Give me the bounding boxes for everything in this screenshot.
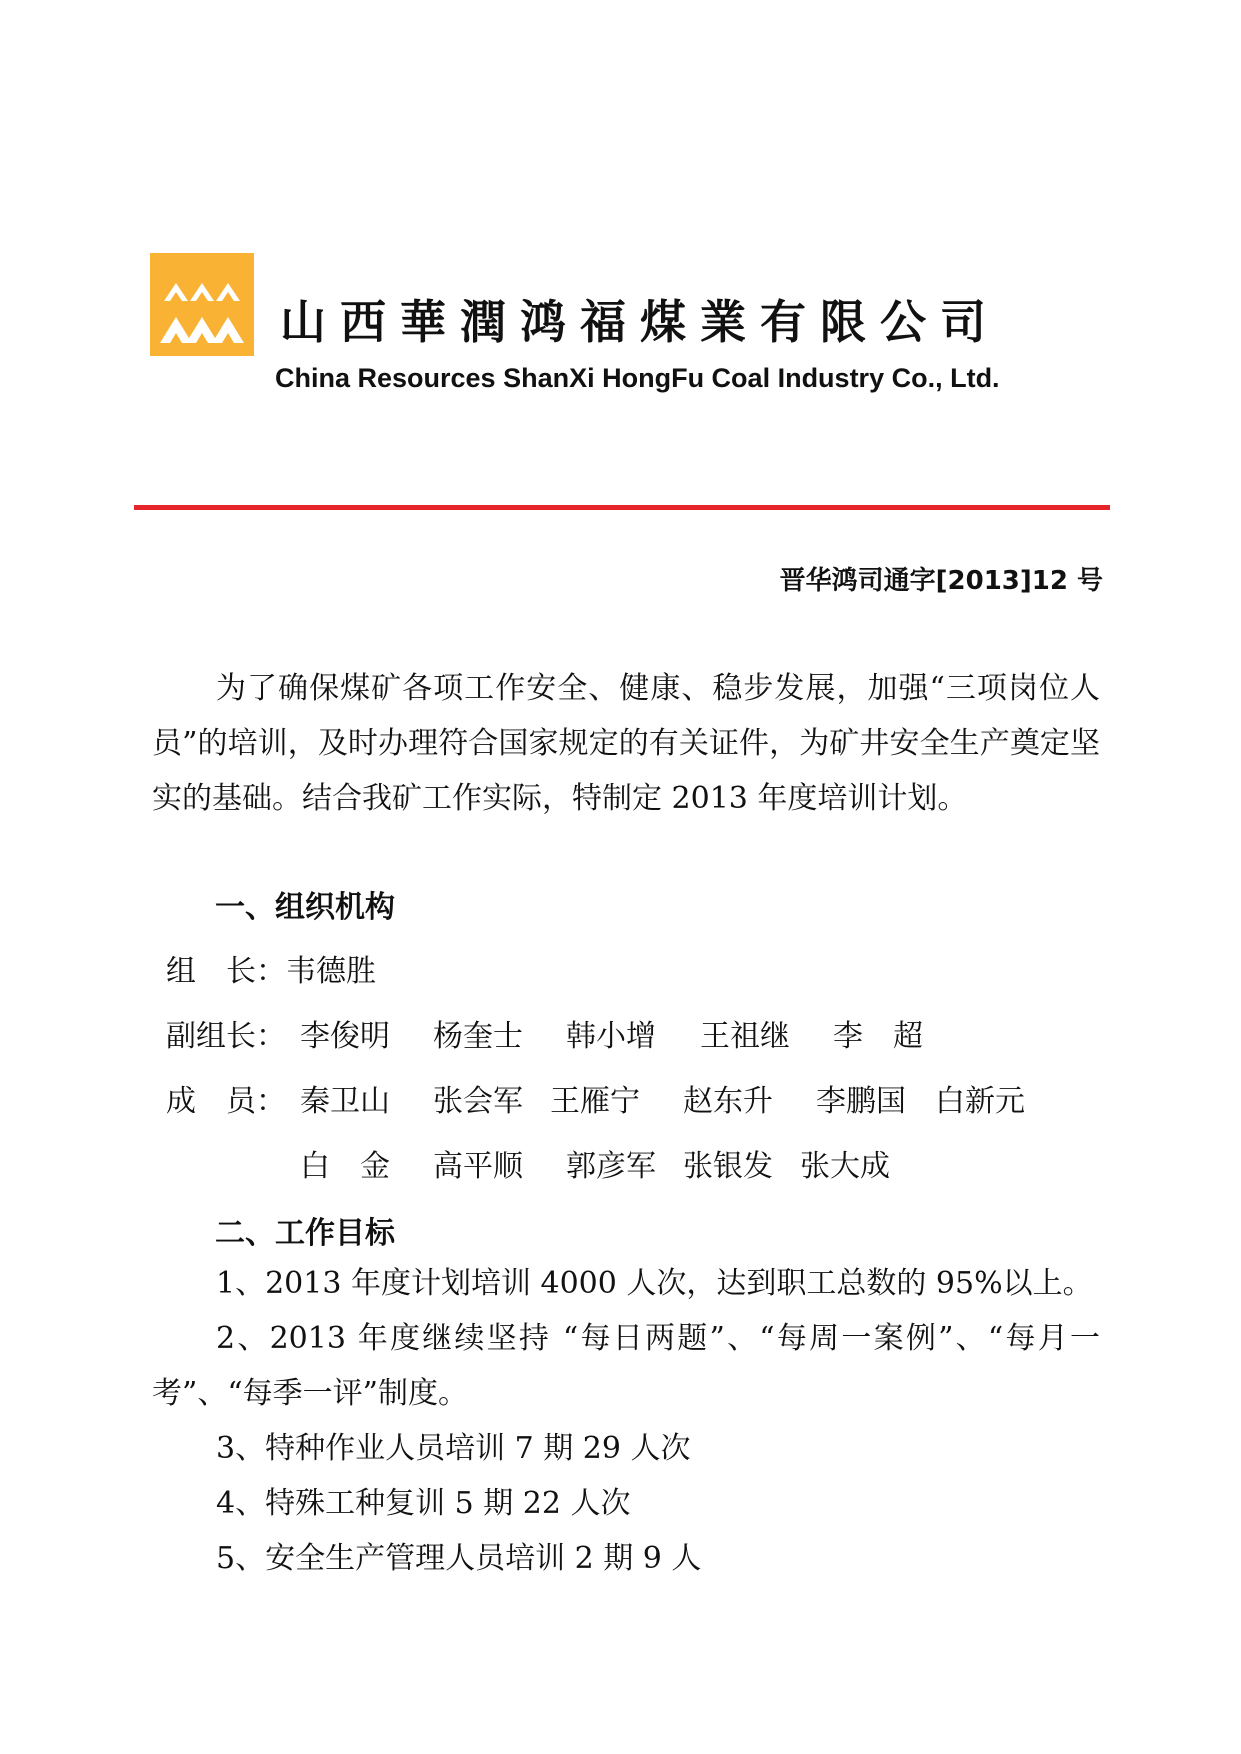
member-label: 成 员： [166, 1084, 286, 1119]
deputy-row [0, 1011, 1241, 1054]
goal-item: 3、特种作业人员培训 7 期 29 人次 [216, 1431, 691, 1466]
leader-label: 组 长： [166, 954, 286, 989]
member-name: 秦卫山 [300, 1084, 390, 1119]
intro-paragraph: 为了确保煤矿各项工作安全、健康、稳步发展，加强“三项岗位人员”的培训，及时办理符合国家规定的有关证件，为矿井安全生产奠定坚实的基础。结合我矿工作实际，特制定 2013 年度培训计划。 [152, 671, 1100, 816]
goal-item: 2、2013 年度继续坚持 “每日两题”、“每周一案例”、“每月一考”、“每季一评”制度。 [152, 1321, 1100, 1411]
deputy-name: 杨奎士 [433, 1019, 523, 1054]
deputy-label: 副组长： [166, 1019, 286, 1054]
deputy-name: 王祖继 [700, 1019, 790, 1054]
goal-item: 1、2013 年度计划培训 4000 人次，达到职工总数的 95%以上。 [216, 1266, 1093, 1301]
member-row-2 [0, 1141, 1241, 1184]
member-name: 张会军 [433, 1084, 523, 1119]
company-name-en: China Resources ShanXi HongFu Coal Industry Co., Ltd. [275, 363, 1000, 393]
member-name: 张银发 [683, 1149, 773, 1184]
section1-heading: 一、组织机构 [215, 890, 395, 925]
member-name: 郭彦军 [566, 1149, 656, 1184]
deputy-name: 李 超 [833, 1019, 923, 1054]
member-row-1 [0, 1076, 1241, 1119]
deputy-name: 韩小增 [566, 1019, 656, 1054]
document-number: 晋华鸿司通字[2013]12 号 [779, 566, 1103, 596]
member-name: 高平顺 [433, 1149, 523, 1184]
company-logo [150, 253, 254, 356]
intro-paragraph-block [152, 661, 1100, 826]
member-name: 白 金 [300, 1149, 390, 1184]
goals-list [152, 1256, 1100, 1586]
header-divider [134, 505, 1110, 510]
company-name-cn: 山西華潤鸿福煤業有限公司 [280, 295, 1000, 349]
member-name: 白新元 [935, 1084, 1025, 1119]
deputy-name: 李俊明 [300, 1019, 390, 1054]
goal-item: 5、安全生产管理人员培训 2 期 9 人 [216, 1541, 702, 1576]
member-name: 李鹏国 [816, 1084, 906, 1119]
goal-item: 4、特殊工种复训 5 期 22 人次 [216, 1486, 631, 1521]
section2-heading: 二、工作目标 [215, 1216, 395, 1251]
member-name: 赵东升 [683, 1084, 773, 1119]
member-name: 张大成 [800, 1149, 890, 1184]
leader-line [166, 946, 376, 990]
logo-mark-icon [150, 253, 254, 356]
member-name: 王雁宁 [550, 1084, 640, 1119]
leader-name: 韦德胜 [286, 954, 376, 989]
